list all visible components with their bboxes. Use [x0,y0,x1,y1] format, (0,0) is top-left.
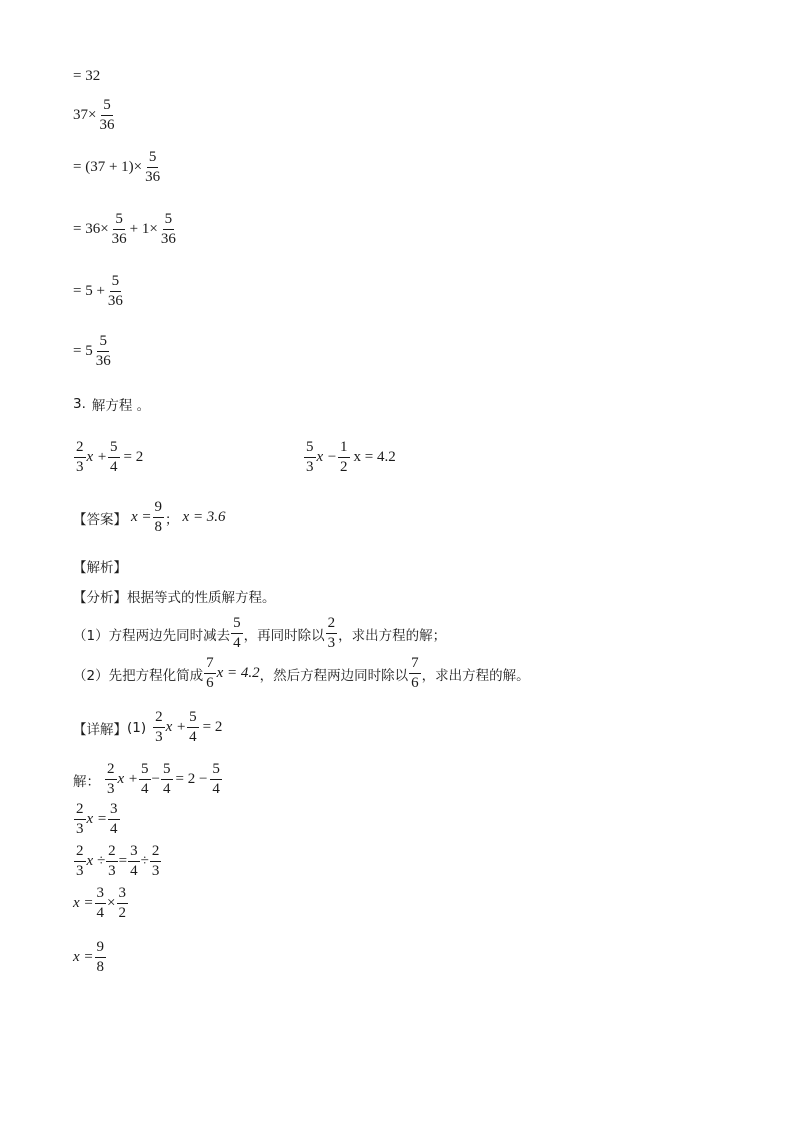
solution-step-1 [73,762,223,797]
fraction-5-4: $\frac{5}{4}$ [163,761,171,797]
step3-x-div: x ÷ [86,853,106,869]
eq1-rhs: = 2 [123,449,144,465]
calc-37-times: 37× [73,107,97,123]
fraction-3-4: $\frac{3}{4}$ [96,885,105,921]
solution-jie-label: 解： [73,773,100,790]
answer-x2: x = 3.6 [182,509,226,525]
fraction-5-4: $\frac{5}{4}$ [141,761,149,797]
step1-x-plus: x + [117,771,139,787]
analysis-step1-mid: ，再同时除以 [243,627,325,644]
detail-heading [73,710,222,745]
solution-step-4 [73,886,129,921]
question-number: 3. [73,396,86,412]
analysis-step2-post: ，求出方程的解。 [421,667,530,684]
eq2-x-minus: x − [316,449,338,465]
fraction-5-4: $\frac{5}{4}$ [212,761,220,797]
analysis-step2-pre: （2）先把方程化简成 [73,667,204,684]
calc-result-32: = 32 [73,68,101,84]
analysis-step2-mid: ，然后方程两边同时除以 [259,667,409,684]
step1-eq-2-minus: = 2 − [175,771,208,787]
step4-times: × [107,895,116,911]
step1-minus: − [151,771,160,787]
fenxi-text: 根据等式的性质解方程。 [127,590,276,606]
fraction-7-6: $\frac{7}{6}$ [206,655,214,691]
analysis-step2-equation: x = 4.2 [216,665,260,681]
fraction-9-8: $\frac{9}{8}$ [96,939,105,975]
analysis-heading [73,556,127,576]
fraction-5-3: $\frac{5}{3}$ [306,439,314,475]
step3-eq: = [118,853,128,869]
step2-x-eq: x = [86,811,108,827]
fraction-2-3: $\frac{2}{3}$ [76,843,84,879]
calc-line-3 [73,150,163,185]
calc-36-times: = 36× [73,221,109,237]
solution-step-2 [73,802,121,837]
fraction-5-36: $\frac{5}{36}$ [160,211,176,247]
fraction-3-4: $\frac{3}{4}$ [110,801,118,837]
analysis-step-1 [73,616,446,651]
fenxi-line [73,586,276,606]
fraction-2-3: $\frac{2}{3}$ [155,709,163,745]
analysis-step-2 [73,656,530,691]
calc-5-plus: = 5 + [73,283,105,299]
fraction-5-4: $\frac{5}{4}$ [189,709,197,745]
calc-mixed-whole: = 5 [73,343,93,359]
detail-rhs: = 2 [202,719,223,735]
analysis-step1-post: ，求出方程的解； [338,627,447,644]
question-3-heading [73,394,150,414]
fraction-9-8: $\frac{9}{8}$ [154,499,163,535]
answer-label: 【答案】 [73,511,127,528]
answer-separator: ； [165,511,179,528]
fraction-7-6: $\frac{7}{6}$ [411,655,419,691]
equation-1 [73,440,143,475]
fraction-2-3: $\frac{2}{3}$ [151,843,160,879]
detail-label: 【详解】 [73,721,127,738]
fraction-5-36: $\frac{5}{36}$ [99,97,115,133]
eq2-rhs: x = 4.2 [353,449,396,465]
answer-line [73,500,226,535]
step3-div: ÷ [140,853,149,869]
eq1-x-plus: x + [86,449,108,465]
fraction-5-36: $\frac{5}{36}$ [107,273,123,309]
calc-bracket-expr: = (37 + 1)× [73,159,143,175]
fraction-5-4: $\frac{5}{4}$ [233,615,241,651]
equation-2 [303,440,396,475]
fraction-5-4: $\frac{5}{4}$ [110,439,118,475]
fenxi-label: 【分析】 [73,590,127,606]
question-title: 解方程 。 [91,398,151,414]
fraction-3-2: $\frac{3}{2}$ [118,885,126,921]
fraction-5-36: $\frac{5}{36}$ [111,211,127,247]
detail-part-number: (1) [127,719,147,736]
calc-line-4 [73,212,179,247]
calc-line-6 [73,334,114,369]
analysis-step1-pre: （1）方程两边先同时减去 [73,627,231,644]
calc-line-2 [73,98,117,133]
fraction-2-3: $\frac{2}{3}$ [107,761,115,797]
step5-x-eq: x = [73,949,94,965]
fraction-3-4: $\frac{3}{4}$ [130,843,138,879]
detail-x-plus: x + [165,719,187,735]
answer-x1-prefix: x = [131,509,152,525]
fraction-1-2: $\frac{1}{2}$ [340,439,348,475]
fraction-2-3: $\frac{2}{3}$ [76,801,84,837]
calc-plus-1-times: + 1× [129,221,158,237]
solution-step-3 [73,844,162,879]
analysis-label: 【解析】 [73,560,127,576]
fraction-5-36: $\frac{5}{36}$ [145,149,161,185]
fraction-2-3: $\frac{2}{3}$ [76,439,84,475]
fraction-2-3: $\frac{2}{3}$ [108,843,116,879]
fraction-2-3: $\frac{2}{3}$ [327,615,336,651]
solution-step-5 [73,940,107,975]
calc-line-5 [73,274,126,309]
fraction-5-36: $\frac{5}{36}$ [95,333,111,369]
step4-x-eq: x = [73,895,94,911]
calc-line-1 [73,68,100,85]
